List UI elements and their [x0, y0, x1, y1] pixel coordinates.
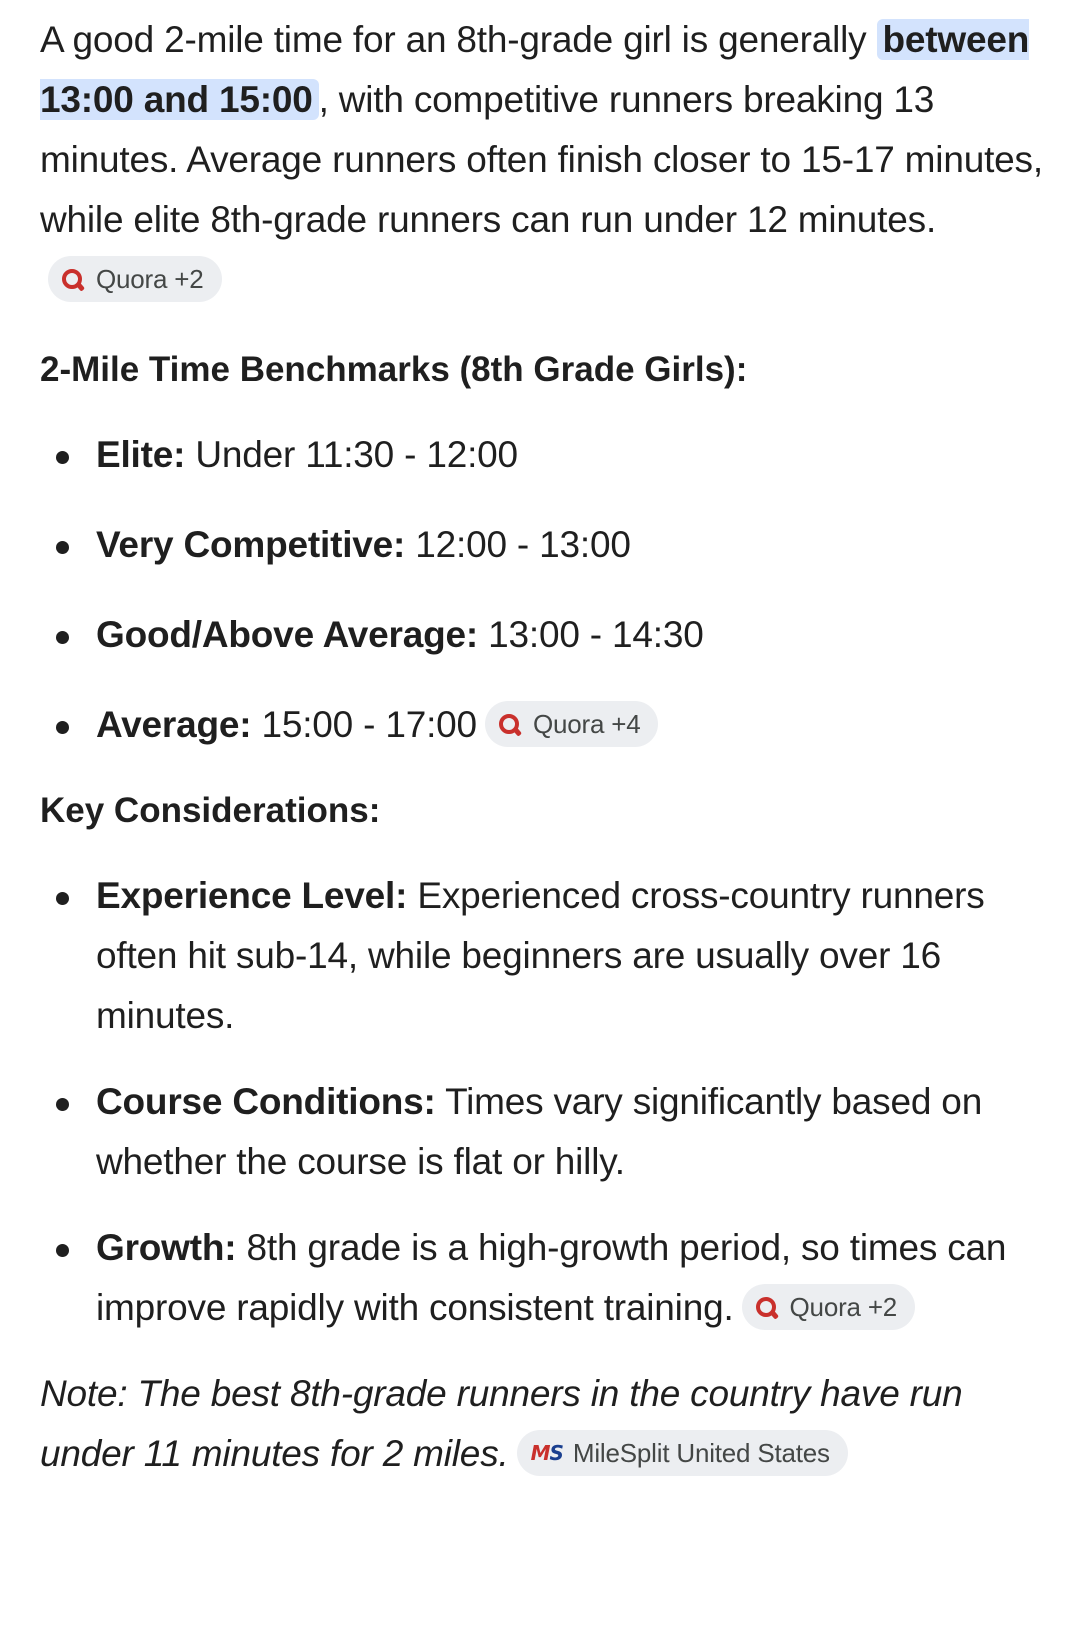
benchmarks-heading: 2-Mile Time Benchmarks (8th Grade Girls):	[40, 350, 748, 389]
considerations-heading: Key Considerations:	[40, 791, 381, 830]
source-chip-label: Quora +4	[532, 709, 641, 740]
quora-icon	[499, 714, 519, 734]
milesplit-logo-icon: MS	[530, 1441, 563, 1466]
consideration-label: Experience Level:	[96, 875, 408, 916]
source-chip-milesplit[interactable]	[517, 1430, 848, 1476]
list-item	[40, 605, 1050, 665]
list-item	[40, 515, 1050, 575]
benchmark-value: Under 11:30 - 12:00	[185, 434, 518, 475]
source-chip-quora[interactable]	[485, 701, 659, 747]
quora-icon	[62, 269, 82, 289]
benchmark-value: 12:00 - 13:00	[405, 524, 631, 565]
benchmark-label: Average:	[96, 704, 252, 745]
note-text: Note: The best 8th-grade runners in the country have run under 11 minutes for 2 miles.	[40, 1373, 963, 1474]
ai-answer-content	[40, 10, 1050, 1484]
intro-paragraph	[40, 10, 1050, 310]
list-item	[40, 1072, 1050, 1192]
list-item	[40, 425, 1050, 485]
consideration-label: Course Conditions:	[96, 1081, 436, 1122]
benchmark-label: Good/Above Average:	[96, 614, 479, 655]
consideration-value: Experienced cross-country runners often hit sub-14, while beginners are usually over 16 minutes.	[96, 875, 985, 1036]
benchmarks-list	[40, 425, 1050, 755]
benchmark-label: Very Competitive:	[96, 524, 406, 565]
source-chip-quora[interactable]	[742, 1284, 916, 1330]
intro-text-before: A good 2-mile time for an 8th-grade girl is generally	[40, 19, 877, 60]
list-item	[40, 695, 1050, 755]
source-chip-label: Quora +2	[96, 264, 204, 295]
note-paragraph	[40, 1364, 1050, 1484]
list-item	[40, 866, 1050, 1046]
list-item	[40, 1218, 1050, 1338]
highlighted-time-range: between 13:00 and 15:00	[40, 19, 1030, 120]
quora-icon	[756, 1297, 776, 1317]
intro-text-after: , with competitive runners breaking 13 minutes. Average runners often finish closer to 15-17 minutes, while elite 8th-grade runners can run under 12 minutes.	[40, 79, 1043, 240]
considerations-list	[40, 866, 1050, 1338]
benchmark-value: 13:00 - 14:30	[478, 614, 704, 655]
source-chip-quora[interactable]	[48, 256, 222, 302]
source-chip-label: Quora +2	[789, 1292, 898, 1323]
source-chip-label: MileSplit United States	[572, 1438, 830, 1469]
consideration-label: Growth:	[96, 1227, 237, 1268]
consideration-value: 8th grade is a high-growth period, so times can improve rapidly with consistent training.	[96, 1227, 1007, 1328]
benchmark-value: 15:00 - 17:00	[251, 704, 477, 745]
benchmark-label: Elite:	[96, 434, 186, 475]
consideration-value: Times vary significantly based on whether the course is flat or hilly.	[96, 1081, 983, 1182]
